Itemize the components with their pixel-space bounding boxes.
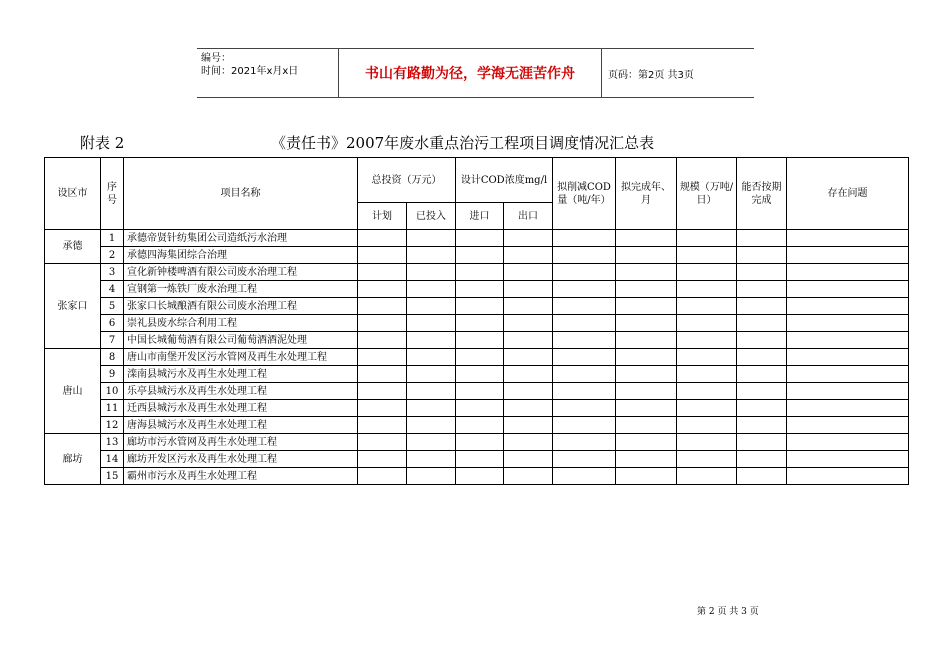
empty-cell — [358, 315, 407, 332]
city-cell: 唐山 — [45, 349, 101, 434]
empty-cell — [553, 383, 616, 400]
empty-cell — [456, 281, 504, 298]
number-label: 编号： — [201, 53, 231, 64]
empty-cell — [407, 298, 456, 315]
empty-cell — [456, 366, 504, 383]
col-header-project: 项目名称 — [124, 158, 358, 230]
empty-cell — [456, 315, 504, 332]
empty-cell — [553, 264, 616, 281]
seq-cell: 4 — [101, 281, 124, 298]
empty-cell — [677, 349, 737, 366]
table-row — [45, 264, 909, 281]
empty-cell — [553, 315, 616, 332]
empty-cell — [553, 366, 616, 383]
empty-cell — [358, 400, 407, 417]
empty-cell — [407, 366, 456, 383]
seq-cell: 2 — [101, 247, 124, 264]
empty-cell — [456, 417, 504, 434]
empty-cell — [616, 281, 677, 298]
empty-cell — [616, 247, 677, 264]
empty-cell — [737, 332, 787, 349]
empty-cell — [616, 230, 677, 247]
col-header-issues: 存在问题 — [787, 158, 909, 230]
empty-cell — [553, 434, 616, 451]
empty-cell — [358, 383, 407, 400]
col-header-completion: 拟完成年、月 — [616, 158, 677, 230]
empty-cell — [737, 451, 787, 468]
empty-cell — [504, 247, 553, 264]
col-header-city: 设区市 — [45, 158, 101, 230]
empty-cell — [616, 366, 677, 383]
empty-cell — [407, 281, 456, 298]
empty-cell — [358, 247, 407, 264]
empty-cell — [407, 417, 456, 434]
table-row — [45, 383, 909, 400]
project-name-cell: 廊坊市污水管网及再生水处理工程 — [124, 434, 358, 451]
empty-cell — [407, 349, 456, 366]
empty-cell — [787, 264, 909, 281]
empty-cell — [553, 468, 616, 485]
table-row — [45, 434, 909, 451]
project-name-cell: 迁西县城污水及再生水处理工程 — [124, 400, 358, 417]
empty-cell — [677, 281, 737, 298]
empty-cell — [787, 383, 909, 400]
empty-cell — [407, 468, 456, 485]
empty-cell — [787, 417, 909, 434]
table-row — [45, 366, 909, 383]
empty-cell — [456, 332, 504, 349]
empty-cell — [616, 315, 677, 332]
seq-cell: 3 — [101, 264, 124, 281]
empty-cell — [616, 451, 677, 468]
empty-cell — [787, 349, 909, 366]
page-footer: 第 2 页 共 3 页 — [697, 607, 759, 617]
empty-cell — [456, 298, 504, 315]
empty-cell — [737, 298, 787, 315]
table-row — [45, 230, 909, 247]
empty-cell — [553, 400, 616, 417]
header-page-info: 页码：第2页 共3页 — [608, 69, 694, 81]
empty-cell — [504, 366, 553, 383]
empty-cell — [358, 349, 407, 366]
table-row — [45, 315, 909, 332]
table-row — [45, 298, 909, 315]
empty-cell — [737, 264, 787, 281]
empty-cell — [787, 332, 909, 349]
project-name-cell: 宣化新钟楼啤酒有限公司废水治理工程 — [124, 264, 358, 281]
empty-cell — [677, 247, 737, 264]
empty-cell — [616, 264, 677, 281]
empty-cell — [456, 349, 504, 366]
empty-cell — [677, 230, 737, 247]
city-cell: 张家口 — [45, 264, 101, 349]
empty-cell — [677, 298, 737, 315]
empty-cell — [456, 434, 504, 451]
summary-table — [44, 157, 909, 485]
col-header-on-time: 能否按期完成 — [737, 158, 787, 230]
col-header-inlet: 进口 — [456, 203, 504, 230]
seq-cell: 12 — [101, 417, 124, 434]
empty-cell — [616, 468, 677, 485]
empty-cell — [407, 383, 456, 400]
empty-cell — [677, 434, 737, 451]
col-header-invested: 已投入 — [407, 203, 456, 230]
empty-cell — [456, 247, 504, 264]
document-title: 《责任书》2007年废水重点治污工程项目调度情况汇总表 — [271, 134, 655, 152]
header-slogan: 书山有路勤为径，学海无涯苦作舟 — [338, 49, 602, 97]
empty-cell — [456, 400, 504, 417]
project-name-cell: 崇礼县废水综合利用工程 — [124, 315, 358, 332]
empty-cell — [787, 315, 909, 332]
table-row — [45, 281, 909, 298]
empty-cell — [456, 264, 504, 281]
empty-cell — [456, 451, 504, 468]
empty-cell — [407, 400, 456, 417]
empty-cell — [787, 400, 909, 417]
table-row — [45, 400, 909, 417]
empty-cell — [553, 230, 616, 247]
project-name-cell: 中国长城葡萄酒有限公司葡萄酒酒泥处理 — [124, 332, 358, 349]
empty-cell — [407, 434, 456, 451]
empty-cell — [616, 434, 677, 451]
empty-cell — [504, 315, 553, 332]
empty-cell — [787, 281, 909, 298]
seq-cell: 1 — [101, 230, 124, 247]
project-name-cell: 唐海县城污水及再生水处理工程 — [124, 417, 358, 434]
empty-cell — [787, 366, 909, 383]
table-row — [45, 417, 909, 434]
project-name-cell: 承德四海集团综合治理 — [124, 247, 358, 264]
project-name-cell: 乐亭县城污水及再生水处理工程 — [124, 383, 358, 400]
empty-cell — [504, 400, 553, 417]
empty-cell — [737, 400, 787, 417]
empty-cell — [616, 383, 677, 400]
seq-cell: 9 — [101, 366, 124, 383]
time-label: 时间：2021年x月x日 — [201, 66, 299, 77]
empty-cell — [358, 298, 407, 315]
empty-cell — [616, 332, 677, 349]
empty-cell — [677, 332, 737, 349]
col-header-investment: 总投资（万元） — [358, 158, 456, 203]
empty-cell — [553, 247, 616, 264]
empty-cell — [358, 281, 407, 298]
project-name-cell: 承德帝贤针纺集团公司造纸污水治理 — [124, 230, 358, 247]
empty-cell — [787, 468, 909, 485]
empty-cell — [504, 230, 553, 247]
col-header-cod-design: 设计COD浓度mg/l — [456, 158, 553, 203]
empty-cell — [737, 230, 787, 247]
empty-cell — [677, 315, 737, 332]
empty-cell — [358, 264, 407, 281]
project-name-cell: 唐山市南堡开发区污水管网及再生水处理工程 — [124, 349, 358, 366]
empty-cell — [407, 230, 456, 247]
empty-cell — [616, 349, 677, 366]
empty-cell — [737, 383, 787, 400]
table-row — [45, 349, 909, 366]
empty-cell — [407, 264, 456, 281]
project-name-cell: 廊坊开发区污水及再生水处理工程 — [124, 451, 358, 468]
empty-cell — [737, 247, 787, 264]
empty-cell — [787, 298, 909, 315]
empty-cell — [737, 434, 787, 451]
seq-cell: 11 — [101, 400, 124, 417]
empty-cell — [456, 383, 504, 400]
appendix-label: 附表 2 — [80, 134, 125, 152]
empty-cell — [358, 230, 407, 247]
table-row — [45, 468, 909, 485]
col-header-scale: 规模（万吨/日） — [677, 158, 737, 230]
empty-cell — [737, 315, 787, 332]
empty-cell — [787, 230, 909, 247]
empty-cell — [616, 400, 677, 417]
page-header — [197, 48, 754, 98]
empty-cell — [456, 230, 504, 247]
empty-cell — [737, 417, 787, 434]
empty-cell — [553, 298, 616, 315]
seq-cell: 7 — [101, 332, 124, 349]
empty-cell — [553, 349, 616, 366]
empty-cell — [553, 417, 616, 434]
empty-cell — [553, 332, 616, 349]
empty-cell — [407, 332, 456, 349]
seq-cell: 6 — [101, 315, 124, 332]
seq-cell: 14 — [101, 451, 124, 468]
empty-cell — [407, 451, 456, 468]
empty-cell — [358, 451, 407, 468]
seq-cell: 10 — [101, 383, 124, 400]
empty-cell — [504, 417, 553, 434]
empty-cell — [504, 383, 553, 400]
empty-cell — [787, 451, 909, 468]
empty-cell — [504, 434, 553, 451]
project-name-cell: 滦南县城污水及再生水处理工程 — [124, 366, 358, 383]
empty-cell — [407, 315, 456, 332]
header-meta — [197, 49, 338, 97]
seq-cell: 5 — [101, 298, 124, 315]
city-cell: 廊坊 — [45, 434, 101, 485]
empty-cell — [677, 400, 737, 417]
empty-cell — [737, 349, 787, 366]
col-header-outlet: 出口 — [504, 203, 553, 230]
empty-cell — [504, 264, 553, 281]
empty-cell — [553, 451, 616, 468]
empty-cell — [504, 451, 553, 468]
empty-cell — [677, 451, 737, 468]
table-row — [45, 247, 909, 264]
empty-cell — [787, 434, 909, 451]
empty-cell — [677, 366, 737, 383]
project-name-cell: 宣钢第一炼铁厂废水治理工程 — [124, 281, 358, 298]
empty-cell — [677, 383, 737, 400]
empty-cell — [358, 332, 407, 349]
project-name-cell: 张家口长城酿酒有限公司废水治理工程 — [124, 298, 358, 315]
empty-cell — [358, 434, 407, 451]
title-row — [80, 130, 780, 154]
seq-cell: 15 — [101, 468, 124, 485]
empty-cell — [677, 417, 737, 434]
empty-cell — [553, 281, 616, 298]
empty-cell — [504, 332, 553, 349]
col-header-cod-reduction: 拟削减COD量（吨/年） — [553, 158, 616, 230]
empty-cell — [358, 468, 407, 485]
empty-cell — [407, 247, 456, 264]
empty-cell — [616, 417, 677, 434]
seq-cell: 13 — [101, 434, 124, 451]
empty-cell — [504, 349, 553, 366]
empty-cell — [456, 468, 504, 485]
col-header-plan: 计划 — [358, 203, 407, 230]
empty-cell — [737, 468, 787, 485]
empty-cell — [504, 298, 553, 315]
col-header-seq: 序号 — [101, 158, 124, 230]
empty-cell — [358, 417, 407, 434]
empty-cell — [504, 468, 553, 485]
empty-cell — [677, 468, 737, 485]
project-name-cell: 霸州市污水及再生水处理工程 — [124, 468, 358, 485]
table-row — [45, 332, 909, 349]
empty-cell — [358, 366, 407, 383]
seq-cell: 8 — [101, 349, 124, 366]
empty-cell — [737, 366, 787, 383]
empty-cell — [737, 281, 787, 298]
empty-cell — [504, 281, 553, 298]
empty-cell — [677, 264, 737, 281]
empty-cell — [616, 298, 677, 315]
table-row — [45, 451, 909, 468]
city-cell: 承德 — [45, 230, 101, 264]
empty-cell — [787, 247, 909, 264]
